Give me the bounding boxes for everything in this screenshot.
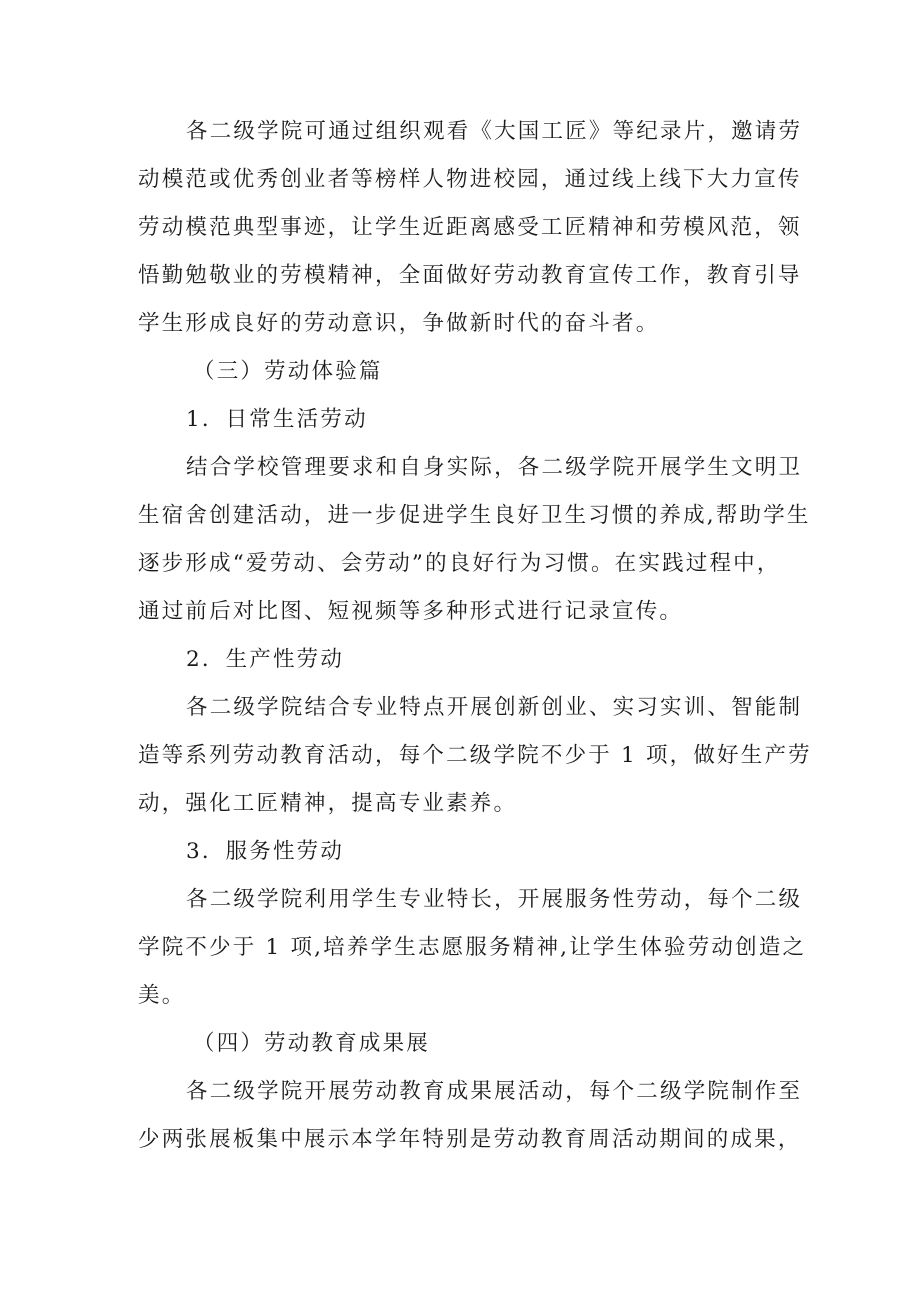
paragraph-line: 学生形成良好的劳动意识，争做新时代的奋斗者。: [138, 311, 660, 336]
subsection-heading: 3．服务性劳动: [186, 839, 345, 864]
subsection-heading: 1．日常生活劳动: [186, 407, 368, 432]
paragraph-line: 劳动模范典型事迹，让学生近距离感受工匠精神和劳模风范，领: [138, 215, 802, 240]
section-heading: （三）劳动体验篇: [193, 359, 383, 384]
paragraph-line: 逐步形成“爱劳动、会劳动”的良好行为习惯。在实践过程中，: [138, 551, 781, 576]
paragraph-line: 动，强化工匠精神，提高专业素养。: [138, 791, 518, 816]
paragraph-line: 各二级学院结合专业特点开展创新创业、实习实训、智能制: [186, 695, 803, 720]
section-heading: （四）劳动教育成果展: [193, 1031, 431, 1056]
paragraph-line: 各二级学院可通过组织观看《大国工匠》等纪录片，邀请劳: [186, 119, 803, 144]
paragraph-line: 结合学校管理要求和自身实际，各二级学院开展学生文明卫: [186, 455, 803, 480]
paragraph-line: 少两张展板集中展示本学年特别是劳动教育周活动期间的成果，: [138, 1127, 802, 1152]
paragraph-line: 通过前后对比图、短视频等多种形式进行记录宣传。: [138, 599, 684, 624]
paragraph-line: 动模范或优秀创业者等榜样人物进校园，通过线上线下大力宣传: [138, 167, 802, 192]
paragraph-line: 美。: [138, 983, 186, 1008]
subsection-heading: 2．生产性劳动: [186, 647, 345, 672]
paragraph-line: 生宿舍创建活动，进一步促进学生良好卫生习惯的养成,帮助学生: [138, 503, 811, 528]
paragraph-line: 学院不少于 1 项,培养学生志愿服务精神,让学生体验劳动创造之: [138, 935, 807, 960]
paragraph-line: 造等系列劳动教育活动，每个二级学院不少于 1 项，做好生产劳: [138, 743, 812, 768]
paragraph-line: 各二级学院利用学生专业特长，开展服务性劳动，每个二级: [186, 887, 803, 912]
paragraph-line: 悟勤勉敬业的劳模精神，全面做好劳动教育宣传工作，教育引导: [138, 263, 802, 288]
paragraph-line: 各二级学院开展劳动教育成果展活动，每个二级学院制作至: [186, 1079, 803, 1104]
